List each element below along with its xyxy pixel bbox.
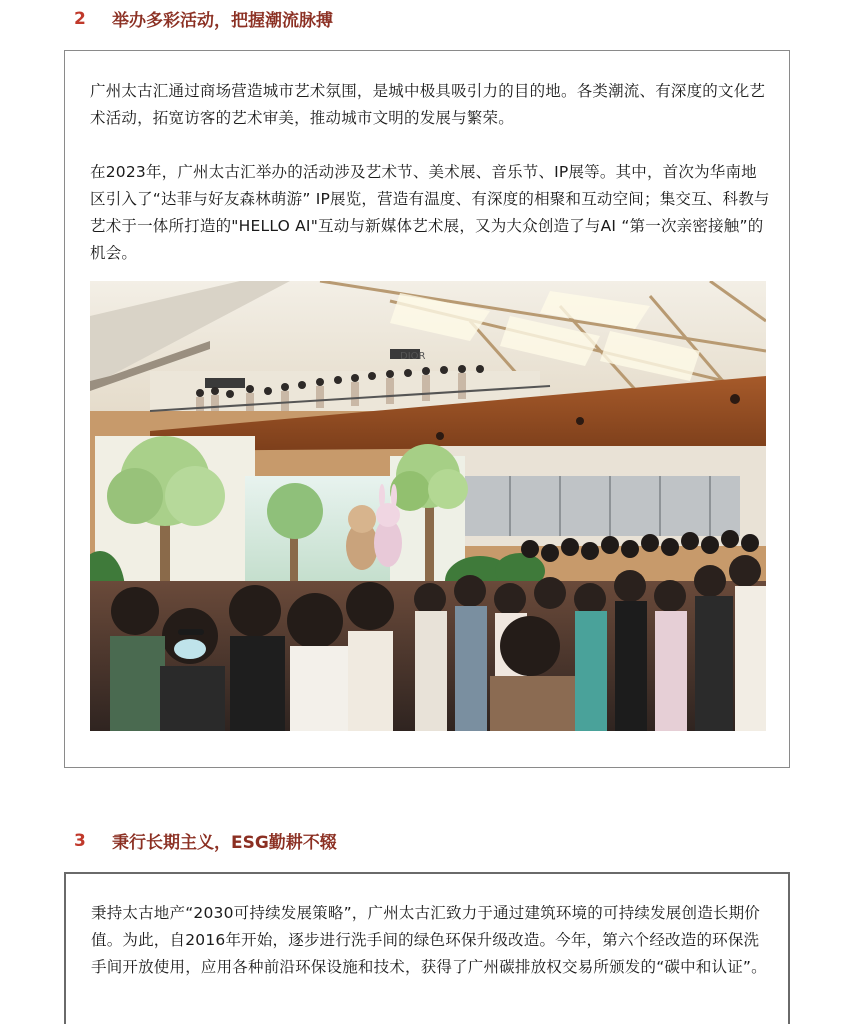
section-3-title: 秉行长期主义，ESG勤耕不辍 bbox=[112, 833, 337, 853]
section-2-content-box bbox=[64, 50, 790, 768]
section-2-paragraph-1: 广州太古汇通过商场营造城市艺术氛围，是城中极具吸引力的目的地。各类潮流、有深度的文化艺术活动，拓宽访客的艺术审美，推动城市文明的发展与繁荣。 bbox=[90, 82, 766, 127]
section-2-number: 2 bbox=[74, 8, 86, 29]
section-3-heading bbox=[74, 828, 337, 853]
section-2-title: 举办多彩活动，把握潮流脉搏 bbox=[112, 11, 333, 31]
event-photo-illustration bbox=[90, 281, 766, 731]
section-2-heading bbox=[74, 6, 333, 31]
section-3-paragraph-1: 秉持太古地产“2030可持续发展策略”，广州太古汇致力于通过建筑环境的可持续发展创造长期价值。为此，自2016年开始，逐步进行洗手间的绿色环保升级改造。今年，第六个经改造的环保洗手间开放使用，应用各种前沿环保设施和技术，获得了广州碳排放权交易所颁发的“碳中和认证”。 bbox=[91, 904, 767, 976]
store-signage: DIOR bbox=[400, 351, 426, 362]
section-3-content-box bbox=[64, 872, 790, 1024]
section-3-number: 3 bbox=[74, 830, 86, 851]
event-photo bbox=[90, 281, 766, 731]
section-2-paragraph-2: 在2023年，广州太古汇举办的活动涉及艺术节、美术展、音乐节、IP展等。其中，首次为华南地区引入了“达菲与好友森林萌游” IP展览，营造有温度、有深度的相聚和互动空间；集交互、科教与艺术于一体所打造的"HELLO AI"互动与新媒体艺术展，又为大众创造了与AI “第一次亲密接触”的机会。 bbox=[90, 163, 770, 262]
